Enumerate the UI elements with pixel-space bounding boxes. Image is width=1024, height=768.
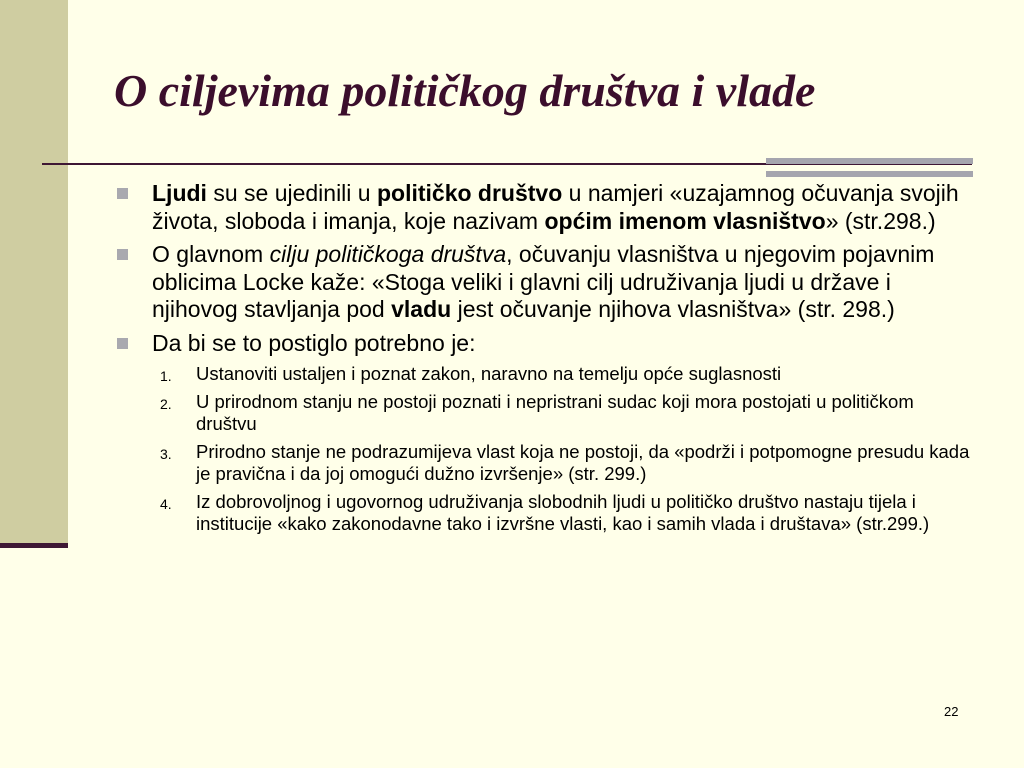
numbered-item <box>114 391 974 435</box>
bold-text: vladu <box>391 296 452 322</box>
numbered-item <box>114 491 974 535</box>
text-span: , očuvanju vlasništva u njegovim pojavnim oblicima Locke kaže: «Stoga veliki i glavni cilj udruživanja ljudi u države i njihovog stavljanja pod <box>152 241 935 322</box>
bold-text: općim imenom vlasništvo <box>544 207 826 234</box>
item-number: 2. <box>160 396 172 412</box>
decorative-bars <box>766 158 973 178</box>
slide-title: O ciljevima političkog društva i vlade <box>114 65 816 116</box>
numbered-list <box>114 363 974 535</box>
decorative-bar <box>766 171 973 177</box>
text-span: u namjeri «uzajamnog očuvanja svojih života, sloboda i imanja, koje nazivam <box>152 180 959 234</box>
bullet-text: Da bi se to postiglo potrebno je: <box>152 329 476 356</box>
item-text: Iz dobrovoljnog i ugovornog udruživanja slobodnih ljudi u političko društvo nastaju tijela i institucije «kako zakonodavne tako i izvršne vlasti, kao i samih vlada i društava» (str.299.) <box>196 491 930 534</box>
bullet-text <box>152 241 934 322</box>
decorative-bar <box>766 158 973 164</box>
square-bullet-icon <box>117 249 128 260</box>
square-bullet-icon <box>117 338 128 349</box>
italic-text: cilju političkoga društva <box>269 241 507 267</box>
text-span: » (str.298.) <box>825 207 936 234</box>
side-band <box>0 0 68 548</box>
bullet-item <box>114 330 974 358</box>
numbered-item <box>114 441 974 485</box>
bold-text: Ljudi <box>152 180 207 206</box>
item-number: 1. <box>160 368 172 384</box>
text-span: O glavnom <box>152 241 270 267</box>
item-text: Ustanoviti ustaljen i poznat zakon, naravno na temelju opće suglasnosti <box>196 363 782 384</box>
item-text: Prirodno stanje ne podrazumijeva vlast koja ne postoji, da «podrži i potpomogne presudu kada je pravična i da joj omogući dužno izvršenje» (str. 299.) <box>196 441 970 484</box>
slide-content <box>114 180 974 541</box>
square-bullet-icon <box>117 188 128 199</box>
item-number: 4. <box>160 496 172 512</box>
item-number: 3. <box>160 446 172 462</box>
text-span: su se ujedinili u <box>206 180 377 206</box>
bullet-item <box>114 241 974 324</box>
bullet-item <box>114 180 974 235</box>
bold-text: političko društvo <box>376 180 563 206</box>
bullet-text <box>152 180 959 234</box>
page-number: 22 <box>944 704 959 719</box>
numbered-item <box>114 363 974 385</box>
item-text: U prirodnom stanju ne postoji poznati i nepristrani sudac koji mora postojati u političkom društvu <box>196 391 914 434</box>
side-rule <box>0 543 68 548</box>
text-span: jest očuvanje njihova vlasništva» (str. 298.) <box>451 296 895 322</box>
